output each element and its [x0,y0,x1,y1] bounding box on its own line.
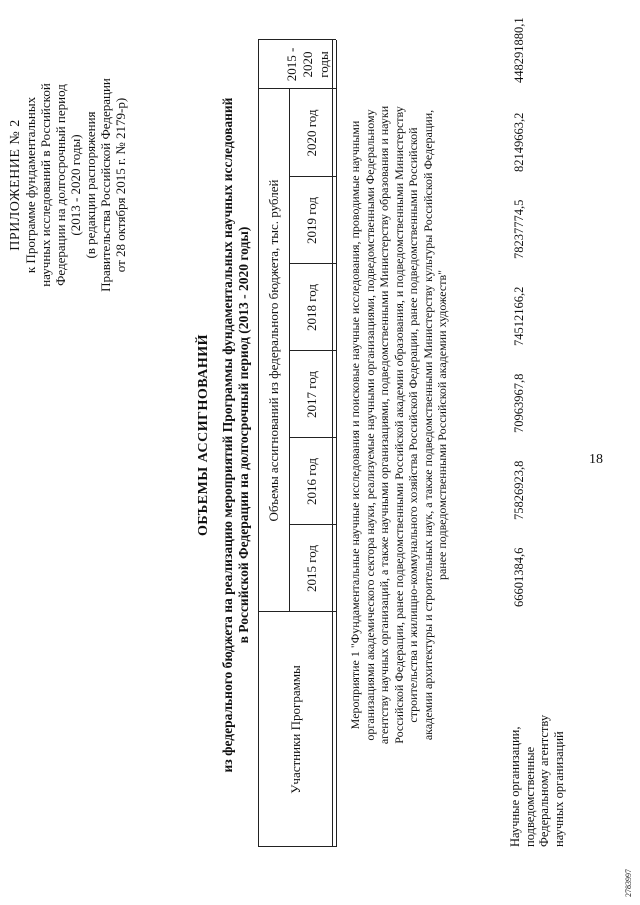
appendix-line: научных исследований в Российской [38,83,53,287]
year-header: 2015 год [304,545,319,592]
activity-line: Российской Федерации, ранее подведомственными Российской академии образования, и подведомственными Министерству [391,106,406,744]
total-header [284,40,332,89]
year-header: 2020 год [304,109,319,157]
total-header-line: 2020 годы [300,51,331,78]
row-value-2016: 75826923,8 [512,460,526,520]
year-header: 2019 год [304,197,319,244]
activity-line: Мероприятие 1 "Фундаментальные научные исследования и поисковые научные исследования, проводимые научными [348,120,362,730]
activity-line: ранее подведомственными Российской академии художеств" [435,269,449,581]
activity-line: строительства и жилищно-коммунального хозяйства Российской Федерации, ранее подведомственными Российской [406,127,420,723]
row-value-2017: 70963967,8 [512,373,526,433]
appendix-line: к Программе фундаментальных [23,96,38,274]
year-header: 2018 год [304,284,319,331]
total-header-line: 2015 - [284,47,299,82]
activity-line: организациями академического сектора науки, реализуемые научными организациями, подведомственными Федеральному [362,109,377,741]
document-code: 2783997 [624,869,633,897]
document-title-block [196,35,252,835]
volumes-header: Объемы ассигнований из федерального бюджета, тыс. рублей [266,179,281,522]
activity-description [348,30,450,820]
row-value-2019: 78237774,5 [512,199,526,259]
page-number: 18 [589,452,603,467]
appendix-line: Федерации на долгосрочный период [53,84,68,286]
row-value-2015: 66601384,6 [512,547,526,607]
document-title: ОБЪЕМЫ АССИГНОВАНИЙ [196,333,211,537]
document-subtitle-line: в Российской Федерации на долгосрочный период (2013 - 2020 годы) [236,226,251,644]
appendix-line: (2013 - 2020 годы) [68,134,83,236]
document-subtitle-line: из федерального бюджета на реализацию мероприятий Программы фундаментальных научных исследований [220,97,235,773]
activity-line: академии архитектуры и строительных наук, а также подведомственными Министерству культуры Российской Федерации, [420,109,435,741]
row-value-total: 448291880,1 [512,17,526,83]
row-label-line: подведомственные [522,746,537,847]
appendix-block [8,65,128,305]
appendix-title: ПРИЛОЖЕНИЕ № 2 [8,119,23,251]
row-value-2018: 74512166,2 [512,286,526,346]
participants-header: Участники Программы [288,665,303,794]
appendix-line: (в редакции распоряжения [83,111,98,259]
year-header: 2017 год [304,371,319,418]
row-label [508,607,566,847]
row-label-line: Научные организации, [508,726,522,847]
appendix-line: Правительства Российской Федерации [98,78,113,292]
appendix-line: от 28 октября 2015 г. № 2179-р) [113,97,128,273]
year-header: 2016 год [304,458,319,505]
row-label-line: Федеральному агентству [537,714,551,847]
activity-line: агентству научных организаций, а также научными организациями, подведомственными Министерству образования и науки [377,105,391,745]
row-value-2020: 82149663,2 [512,112,526,172]
row-label-line: научных организаций [551,731,566,847]
